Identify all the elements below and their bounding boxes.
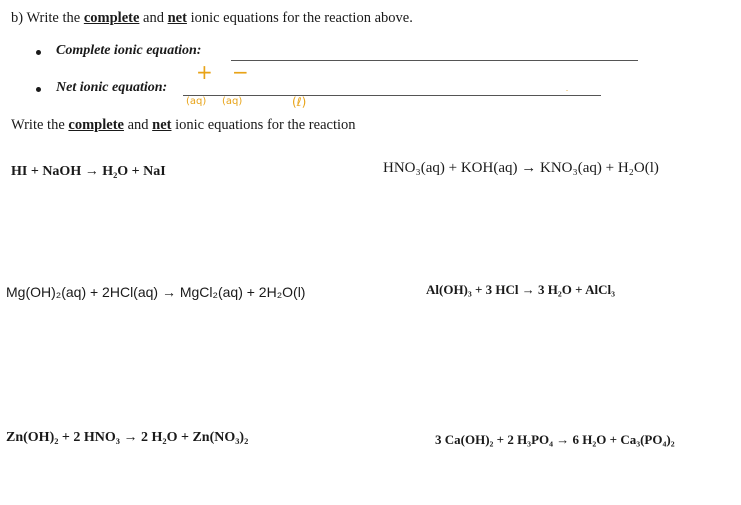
ink-minus-sign: − — [232, 60, 249, 84]
net-underlined: net — [167, 10, 187, 26]
equation-aloh3-hcl: Al(OH)₃ + 3 HCl → 3 H₂O + AlCl₃ — [426, 282, 616, 297]
instruction-net: net — [152, 117, 172, 133]
question-rest: ionic equations for the reaction above. — [186, 10, 413, 26]
equation-caoh2-h3po4: 3 Ca(OH)₂ + 2 H₃PO₄ → 6 H₂O + Ca₃(PO₄)₂ — [435, 432, 675, 447]
ink-liquid-label: (ℓ) — [292, 95, 307, 109]
net-ionic-label: Net ionic equation: — [56, 80, 168, 95]
instruction-line — [11, 117, 356, 134]
instruction-prefix: Write the — [11, 117, 69, 133]
instruction-and: and — [123, 117, 153, 133]
instruction-complete: complete — [68, 117, 124, 133]
equation-mgoh2-hcl: Mg(OH)₂(aq) + 2HCl(aq) → MgCl₂(aq) + 2H₂O(l) — [6, 284, 306, 300]
question-prefix: b) Write the — [11, 10, 84, 26]
ink-dot: . — [566, 84, 568, 93]
bullet-dot-net — [36, 87, 41, 92]
equation-hno3-koh: HNO₃(aq) + KOH(aq) → KNO₃(aq) + H₂O(l) — [383, 160, 659, 176]
question-and: and — [139, 10, 168, 26]
question-b — [11, 10, 413, 27]
instruction-rest: ionic equations for the reaction — [171, 117, 356, 133]
ink-aq-label-2: (aq) — [222, 96, 243, 107]
ink-aq-label-1: (aq) — [186, 96, 207, 107]
complete-ionic-answer-line[interactable] — [231, 60, 638, 61]
ink-plus-sign: + — [196, 60, 213, 84]
bullet-dot-complete — [36, 50, 41, 55]
complete-underlined: complete — [83, 10, 140, 26]
equation-hi-naoh: HI + NaOH → H₂O + NaI — [11, 164, 166, 179]
equation-znoh2-hno3: Zn(OH)₂ + 2 HNO₃ → 2 H₂O + Zn(NO₃)₂ — [6, 430, 249, 445]
complete-ionic-label: Complete ionic equation: — [56, 43, 202, 58]
net-ionic-answer-line[interactable] — [183, 95, 601, 96]
